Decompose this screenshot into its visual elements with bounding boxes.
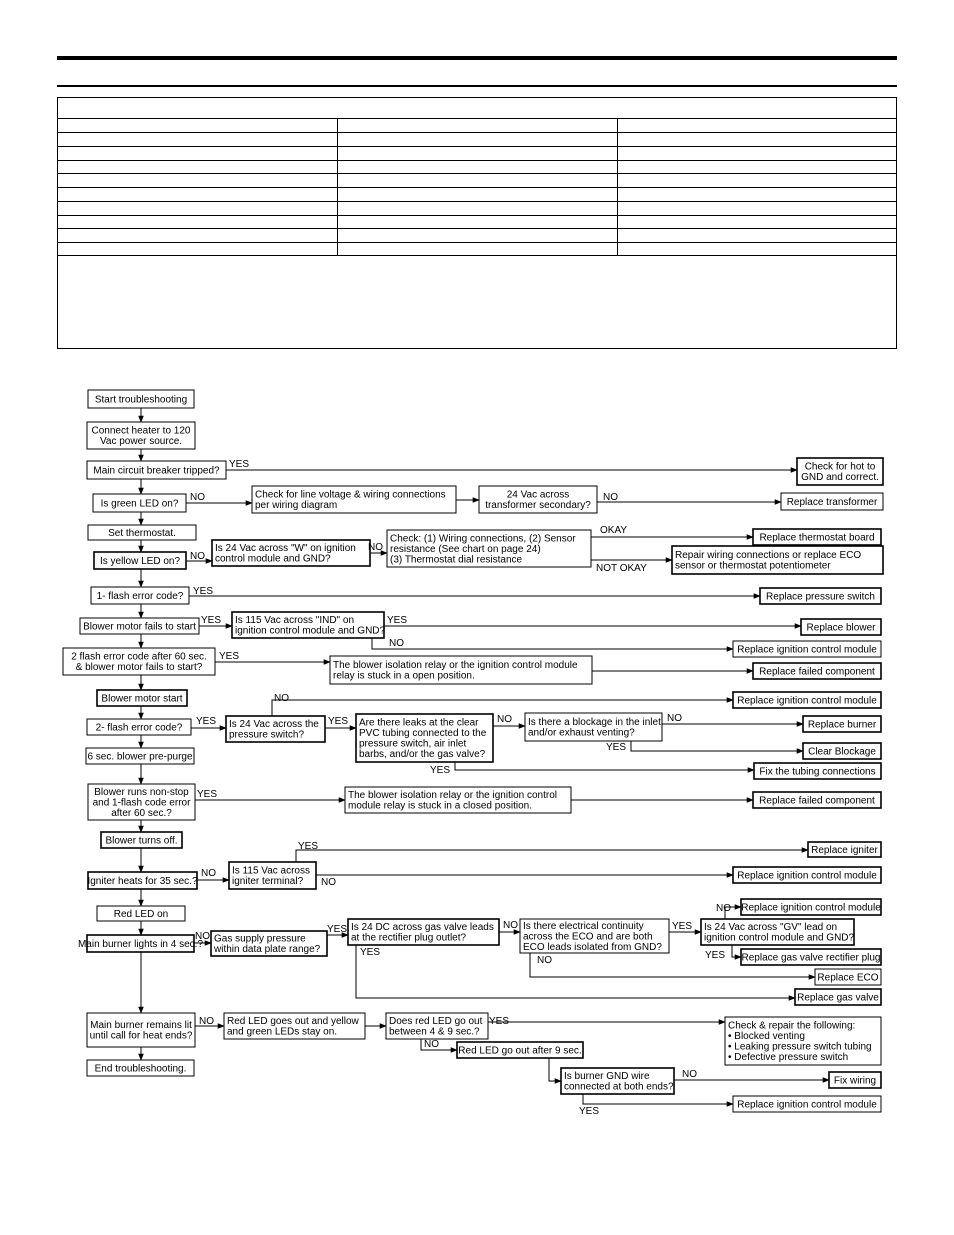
node-text: Main circuit breaker tripped? [93, 465, 220, 477]
edge-label-l_gv_no: NO [716, 903, 731, 914]
node-repl_tr [781, 493, 883, 510]
node-repl_icm3 [733, 867, 881, 883]
edge-label-l_ind_no: NO [389, 638, 404, 649]
edge-label-l_r49_no: NO [424, 1039, 439, 1050]
node-gas_sup [211, 931, 327, 956]
edge-label-l_eco_no: NO [537, 955, 552, 966]
node-text: Replace thermostat board [759, 532, 875, 544]
node-red_out [224, 1013, 365, 1039]
node-v115_ign [229, 862, 316, 889]
node-repl_ign [808, 842, 881, 857]
node-text: Replace burner [807, 719, 877, 731]
edge-label-l_nonstop_yes: YES [197, 789, 218, 800]
connector-arrow-29 [631, 741, 803, 751]
edge-label-l_w_no: NO [368, 542, 383, 553]
edge-label-l_blfail_yes: YES [201, 615, 222, 626]
node-v24_w [212, 540, 370, 566]
node-text: Replace transformer [786, 496, 878, 508]
node-relay_open [330, 656, 592, 684]
connector-arrow-47 [732, 945, 741, 957]
node-text: Is 24 DC across gas valve leads [351, 922, 494, 933]
node-text: Replace gas valve rectifier plug [741, 952, 881, 964]
node-leaks [356, 714, 493, 762]
node-line_v [252, 486, 456, 513]
node-v24_ps [226, 716, 325, 742]
node-text: Replace gas valve [797, 992, 879, 1004]
edge-label-l_green_no: NO [190, 492, 205, 503]
node-text: pressure switch? [229, 729, 305, 741]
node-text: Fix the tubing connections [759, 766, 876, 778]
node-repl_icm4 [741, 899, 881, 915]
node-text: per wiring diagram [255, 500, 338, 511]
edge-label-l_breaker_yes: YES [229, 459, 250, 470]
node-repl_icm2 [733, 692, 881, 708]
node-text: Does red LED go out [389, 1016, 483, 1027]
node-eco_cont [520, 919, 669, 953]
node-breaker [87, 461, 226, 479]
node-text: Replace ignition control module [737, 644, 877, 656]
node-text: across the ECO and are both [523, 931, 653, 943]
node-blockage [525, 713, 662, 741]
node-repair_eco [672, 546, 883, 574]
node-text: 2- flash error code? [95, 722, 183, 734]
node-text: Is there electrical continuity [523, 920, 644, 932]
node-flash2 [87, 719, 191, 735]
node-text: End troubleshooting. [94, 1063, 187, 1075]
connector-arrow-18 [372, 638, 733, 649]
node-nonstop [88, 784, 195, 820]
node-text: and 1-flash code error [92, 797, 191, 809]
node-start [88, 390, 194, 408]
node-text: after 60 sec.? [111, 807, 172, 819]
edge-label-l_r49_yes: YES [489, 1016, 510, 1027]
node-text: Is 115 Vac across [232, 865, 310, 877]
node-relay_closed [345, 787, 571, 813]
node-repl_icm1 [733, 641, 881, 657]
node-text: Start troubleshooting [94, 394, 188, 406]
node-v24_tr [479, 486, 597, 513]
node-text: Blower turns off. [105, 835, 178, 847]
node-text: sensor or thermostat potentiometer [675, 560, 831, 572]
node-text: Replace ignition control module [737, 1099, 877, 1111]
node-fix_wiring [829, 1072, 881, 1088]
node-flash2_60 [63, 648, 215, 675]
edge-label-l_flash1_yes: YES [193, 586, 214, 597]
node-text: and green LEDs stay on. [227, 1026, 338, 1038]
edge-label-l_tr_no: NO [603, 492, 618, 503]
node-text: Replace igniter [811, 844, 878, 856]
node-text: Check for line voltage & wiring connections [255, 489, 446, 501]
node-text: Red LED goes out and yellow [227, 1016, 359, 1027]
node-text: relay is stuck in a open position. [333, 670, 475, 682]
node-text: PVC tubing connected to the [359, 728, 487, 739]
node-red_9 [457, 1042, 583, 1058]
node-text: Replace ECO [817, 972, 879, 984]
edge-label-l_gas_yes: YES [327, 924, 348, 935]
node-text: Gas supply pressure [214, 933, 306, 945]
node-text: Clear Blockage [808, 746, 876, 758]
node-text: Repair wiring connections or replace ECO [675, 550, 862, 561]
node-text: resistance (See chart on page 24) [390, 543, 541, 555]
edge-label-l_b4_no: NO [195, 931, 210, 942]
node-text: Are there leaks at the clear [359, 717, 479, 729]
node-bl_start [97, 690, 187, 706]
connector-arrow-55 [549, 1058, 561, 1081]
edge-label-l_yellow_no: NO [190, 551, 205, 562]
node-text: • Defective pressure switch [728, 1052, 849, 1063]
node-red_49 [386, 1013, 488, 1039]
node-clear_blk [803, 743, 881, 759]
node-repl_fc1 [753, 663, 881, 679]
edge-label-l_f60_yes: YES [219, 651, 240, 662]
node-green [93, 494, 186, 512]
edge-label-l_dc_no: NO [503, 920, 518, 931]
connector-arrow-38 [296, 850, 808, 862]
node-text: ECO leads isolated from GND? [523, 941, 662, 953]
node-bl_off [101, 832, 182, 848]
node-text: igniter terminal? [232, 876, 304, 887]
node-repl_rect [741, 949, 881, 965]
node-text: Check & repair the following: [728, 1020, 856, 1032]
node-text: Is yellow LED on? [99, 555, 181, 567]
node-set_t [88, 525, 196, 540]
node-text: The blower isolation relay or the ignition control [348, 790, 557, 801]
edge-label-l_leaks_yes: YES [430, 765, 451, 776]
node-text: Replace failed component [759, 795, 875, 807]
node-text: Is there a blockage in the inlet [528, 717, 661, 728]
node-text: barbs, and/or the gas valve? [359, 749, 486, 760]
node-text: ignition control module and GND? [704, 932, 855, 944]
node-text: control module and GND? [215, 553, 331, 565]
node-text: Main burner lights in 4 sec.? [77, 938, 204, 950]
node-repl_icm5 [733, 1096, 881, 1112]
node-text: at the rectifier plug outlet? [351, 932, 467, 944]
node-text: Vac power source. [99, 436, 183, 447]
node-prepurge [86, 748, 194, 764]
node-text: Set thermostat. [108, 527, 176, 539]
edge-label-l_eco_yes: YES [672, 921, 693, 932]
node-repl_tb [753, 529, 881, 545]
node-text: (3) Thermostat dial resistance [390, 554, 523, 566]
node-gnd_wire [561, 1068, 674, 1094]
node-connect [87, 422, 195, 449]
node-text: Replace blower [806, 622, 876, 634]
node-repl_eco [815, 969, 881, 985]
edge-label-l_gnd_yes: YES [579, 1106, 600, 1117]
node-text: Red LED go out after 9 sec. [458, 1045, 582, 1057]
node-text: Is 24 Vac across "W" on ignition [215, 543, 356, 554]
edge-label-l_notokay: NOT OKAY [596, 563, 647, 574]
node-checklist [725, 1017, 881, 1065]
node-text: between 4 & 9 sec.? [389, 1026, 480, 1038]
node-text: Is burner GND wire [564, 1071, 650, 1082]
node-text: • Leaking pressure switch tubing [728, 1041, 872, 1053]
node-text: Is 115 Vac across "IND" on [235, 615, 354, 626]
node-end [87, 1060, 194, 1076]
edge-label-l_ign_no: NO [321, 877, 336, 888]
node-text: Connect heater to 120 [91, 425, 191, 437]
node-text: 2 flash error code after 60 sec. [71, 651, 207, 663]
node-repl_burner [803, 716, 881, 732]
edge-label-l_flash2_yes: YES [196, 716, 217, 727]
edge-label-l_rem_no: NO [199, 1016, 214, 1027]
node-text: transformer secondary? [485, 500, 591, 511]
node-remains [87, 1013, 195, 1047]
node-check3 [387, 530, 591, 567]
edge-label-l_gnd_no: NO [682, 1069, 697, 1080]
edge-label-l_dc_yes: YES [360, 947, 381, 958]
node-text: Replace failed component [759, 666, 875, 678]
node-flash1 [91, 587, 189, 604]
node-text: and/or exhaust venting? [528, 727, 635, 739]
node-text: Main burner remains lit [90, 1020, 192, 1031]
node-text: Replace ignition control module [737, 870, 877, 882]
node-text: Blower runs non-stop [94, 786, 189, 798]
node-red_on [97, 906, 185, 921]
node-v24_gv [701, 919, 855, 945]
node-text: & blower motor fails to start? [75, 662, 203, 673]
node-text: Is 24 Vac across the [229, 719, 319, 730]
node-text: Red LED on [113, 908, 169, 920]
node-repl_bl [801, 619, 881, 635]
node-yellow [94, 552, 186, 569]
node-text: pressure switch, air inlet [359, 738, 467, 750]
node-v115_ind [232, 612, 386, 638]
edge-label-l_ps_yes: YES [328, 716, 349, 727]
connector-arrow-30 [455, 762, 754, 770]
node-fix_tube [754, 763, 881, 779]
edge-label-l_leaks_no: NO [497, 714, 512, 725]
node-repl_fc2 [753, 792, 881, 808]
node-text: within data plate range? [214, 944, 321, 955]
node-text: connected at both ends? [564, 1081, 674, 1093]
edge-label-l_ind_yes: YES [387, 615, 408, 626]
connector-arrow-57 [583, 1094, 733, 1104]
node-bl_fail [80, 618, 199, 634]
node-text: Check for hot to [804, 461, 876, 473]
node-text: Replace ignition control module [737, 695, 877, 707]
node-repl_gv [795, 989, 881, 1005]
node-text: • Blocked venting [728, 1031, 805, 1042]
edge-label-l_ignheat_no: NO [201, 868, 216, 879]
node-text: Check: (1) Wiring connections, (2) Sensor [390, 533, 576, 545]
node-text: 1- flash error code? [96, 590, 184, 602]
node-text: Replace ignition control module [741, 902, 881, 914]
node-text: Blower motor start [101, 693, 183, 705]
edge-label-l_gv_yes: YES [705, 950, 726, 961]
node-text: Is 24 Vac across "GV" lead on [704, 922, 838, 933]
node-ign_heat [87, 872, 198, 889]
node-text: 24 Vac across [506, 489, 570, 501]
node-text: Igniter heats for 35 sec.? [87, 875, 198, 887]
node-text: 6 sec. blower pre-purge [87, 751, 193, 763]
edge-label-l_ps_no: NO [274, 693, 289, 704]
node-text: The blower isolation relay or the ignition control module [333, 660, 578, 671]
edge-label-l_blk_yes: YES [606, 742, 627, 753]
node-text: Is green LED on? [100, 498, 179, 510]
node-text: GND and correct. [801, 472, 879, 483]
node-text: Fix wiring [833, 1075, 877, 1087]
node-v24dc [348, 919, 499, 945]
node-text: Replace pressure switch [766, 591, 875, 603]
edge-label-l_ign_yes: YES [298, 841, 319, 852]
node-repl_ps [760, 588, 881, 604]
node-burner4 [78, 935, 204, 952]
node-hot_gnd [797, 458, 883, 485]
node-text: ignition control module and GND? [235, 625, 386, 637]
node-text: module relay is stuck in a closed position. [348, 800, 532, 812]
edge-label-l_blk_no: NO [667, 713, 682, 724]
edge-label-l_okay: OKAY [600, 525, 628, 536]
node-text: Blower motor fails to start [83, 621, 196, 633]
node-text: until call for heat ends? [89, 1030, 193, 1042]
